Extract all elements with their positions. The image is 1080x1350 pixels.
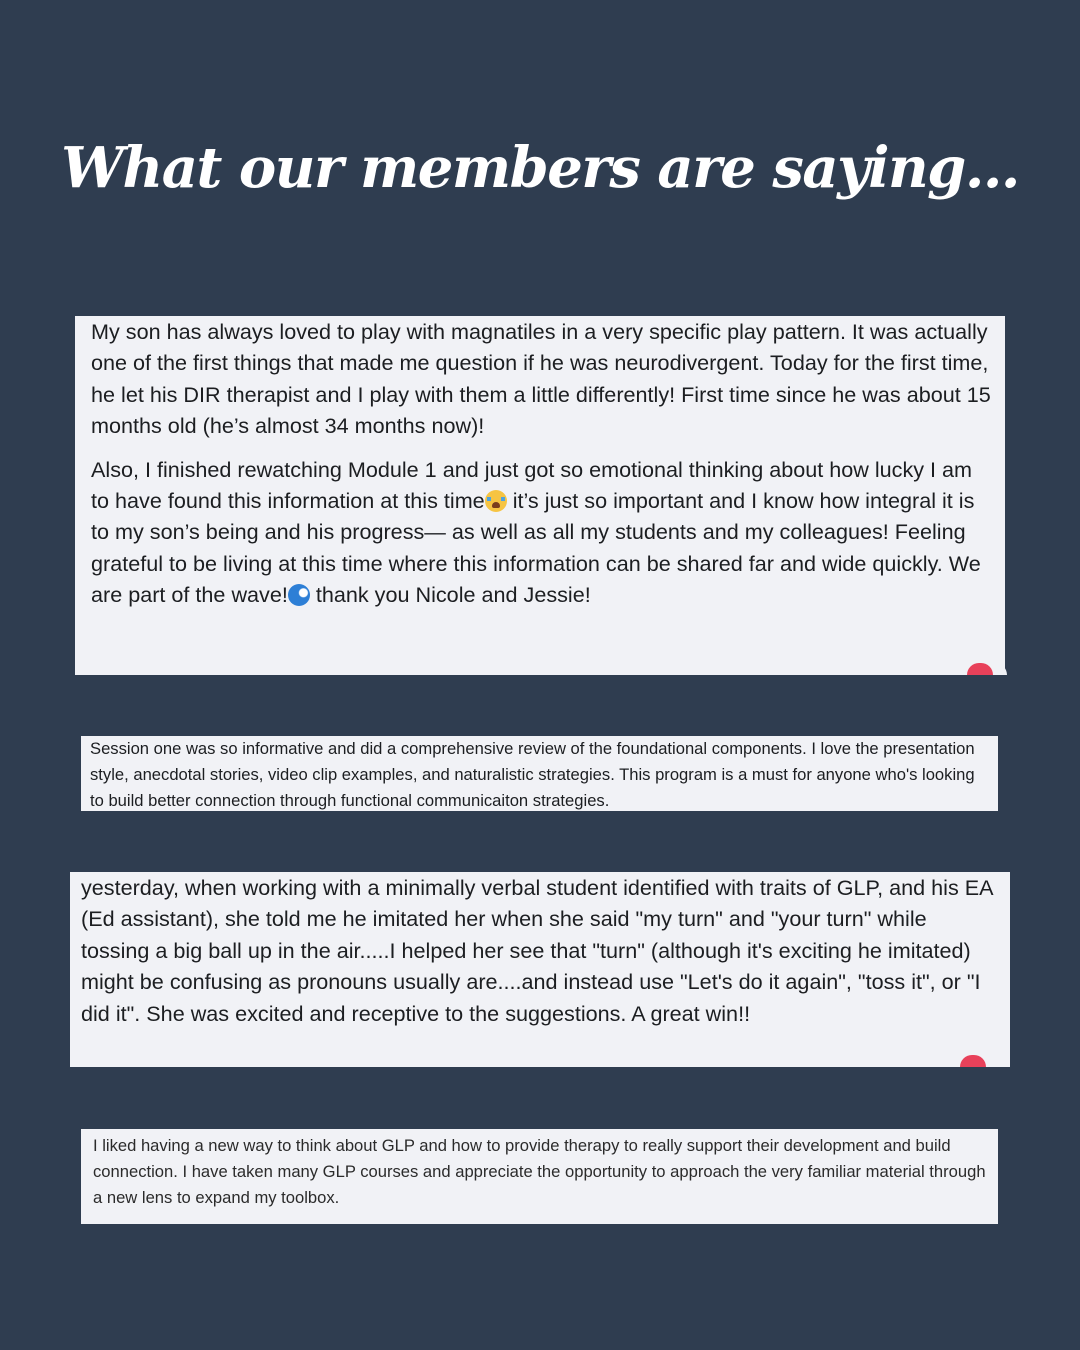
testimonial-1-text-part-3: thank you Nicole and Jessie! [309, 582, 591, 608]
crying-face-emoji-icon [485, 490, 507, 512]
page-headline: What our members are saying... [61, 135, 1019, 201]
testimonial-2-text: Session one was so informative and did a comprehensive review of the foundational components. I love the presentation style, anecdotal stories, video clip examples, and naturalistic strategies. This program is a must for anyone who's looking to build better connection through functional communicaiton strategies. [90, 739, 975, 810]
testimonial-card-3 [70, 872, 1010, 1067]
testimonial-3-text: yesterday, when working with a minimally verbal student identified with traits of GLP, and his EA (Ed assistant), she told me he imitated her when she said "my turn" and "your turn" while tossing a big ball up in the air.....I helped her see that "turn" (although it's exciting he imitated) might be confusing as pronouns usually are....and instead use "Let's do it again", "toss it", or "I did it". She was excited and receptive to the suggestions. A great win!! [81, 875, 993, 1026]
testimonial-1-text-part-1: Also, I finished rewatching Module 1 and just got so emotional thinking about how lucky I am to have found this information at this time [91, 456, 973, 514]
testimonial-1-paragraph-2 [91, 454, 993, 611]
testimonial-1-text-part-2: it’s just so important and I know how integral it is to my son’s being and his progress— as well as all my students and my colleagues! Feeling grateful to be living at this time where this information can be shared far and wide quickly. We are part of the wave! [91, 488, 981, 608]
testimonial-card-2 [81, 736, 998, 811]
testimonial-card-1 [75, 316, 1005, 675]
testimonial-4-text: I liked having a new way to think about GLP and how to provide therapy to really support their development and build connection. I have taken many GLP courses and appreciate the opportunity to approach the very familiar material through a new lens to expand my toolbox. [93, 1136, 986, 1207]
testimonial-1-paragraph-1: My son has always loved to play with magnatiles in a very specific play pattern. It was actually one of the first things that made me question if he was neurodivergent. Today for the first time, he let his DIR therapist and I play with them a little differently! First time since he was about 15 months old (he’s almost 34 months now)! [91, 319, 991, 439]
water-wave-emoji-icon [288, 584, 310, 606]
testimonial-card-4 [81, 1129, 998, 1224]
